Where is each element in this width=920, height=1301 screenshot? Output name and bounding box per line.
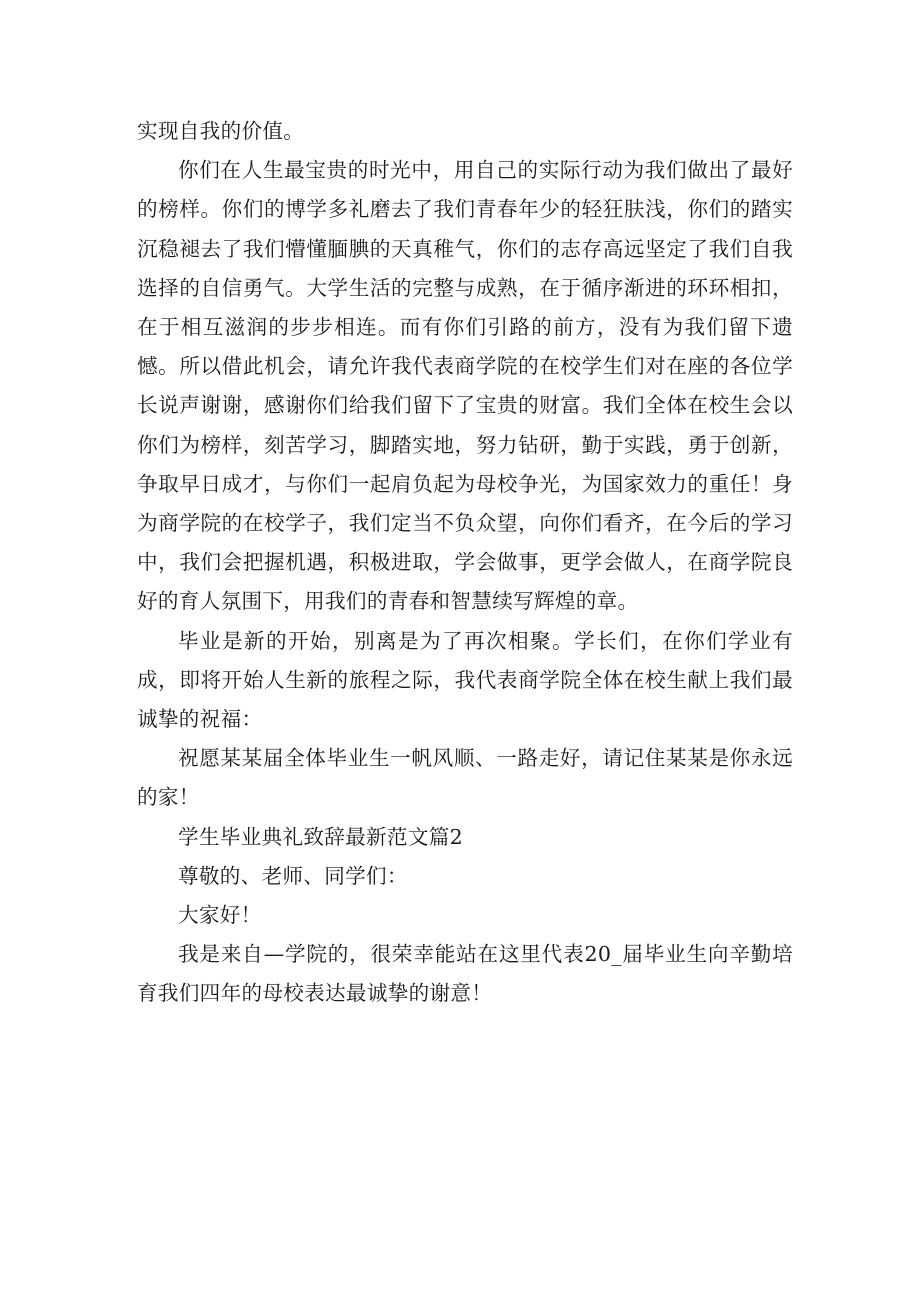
paragraph-wish: 祝愿某某届全体毕业生一帆风顺、一路走好，请记住某某是你永远的家！ xyxy=(137,746,793,810)
paragraph-gratitude: 你们在人生最宝贵的时光中，用自己的实际行动为我们做出了最好的榜样。你们的博学多礼磨去了我们青春年少的轻狂肤浅，你们的踏实沉稳褪去了我们懵懂腼腆的天真稚气，你们的志存高远坚定了我们自我选择的自信勇气。大学生活的完整与成熟，在于循序渐进的环环相扣，在于相互滋润的步步相连。而有你们引路的前方，没有为我们留下遗憾。所以借此机会，请允许我代表商学院的在校学生们对在座的各位学长说声谢谢，感谢你们给我们留下了宝贵的财富。我们全体在校生会以你们为榜样，刻苦学习，脚踏实地，努力钻研，勤于实践，勇于创新，争取早日成才，与你们一起肩负起为母校争光，为国家效力的重任！身为商学院的在校学子，我们定当不负众望，向你们看齐，在今后的学习中，我们会把握机遇，积极进取，学会做事，更学会做人，在商学院良好的育人氛围下，用我们的青春和智慧续写辉煌的章。 xyxy=(137,158,793,614)
paragraph-blessing: 毕业是新的开始，别离是为了再次相聚。学长们，在你们学业有成，即将开始人生新的旅程之际，我代表商学院全体在校生献上我们最诚挚的祝福： xyxy=(137,628,793,732)
document-body xyxy=(137,112,793,1014)
section-heading: 学生毕业典礼致辞最新范文篇2 xyxy=(178,824,464,849)
salutation: 尊敬的、老师、同学们： xyxy=(178,863,408,888)
paragraph-continuation: 实现自我的价值。 xyxy=(137,119,305,143)
greeting: 大家好！ xyxy=(178,903,262,928)
paragraph-intro: 我是来自—学院的，很荣幸能站在这里代表20_届毕业生向辛勤培育我们四年的母校表达最诚挚的谢意！ xyxy=(137,942,793,1006)
